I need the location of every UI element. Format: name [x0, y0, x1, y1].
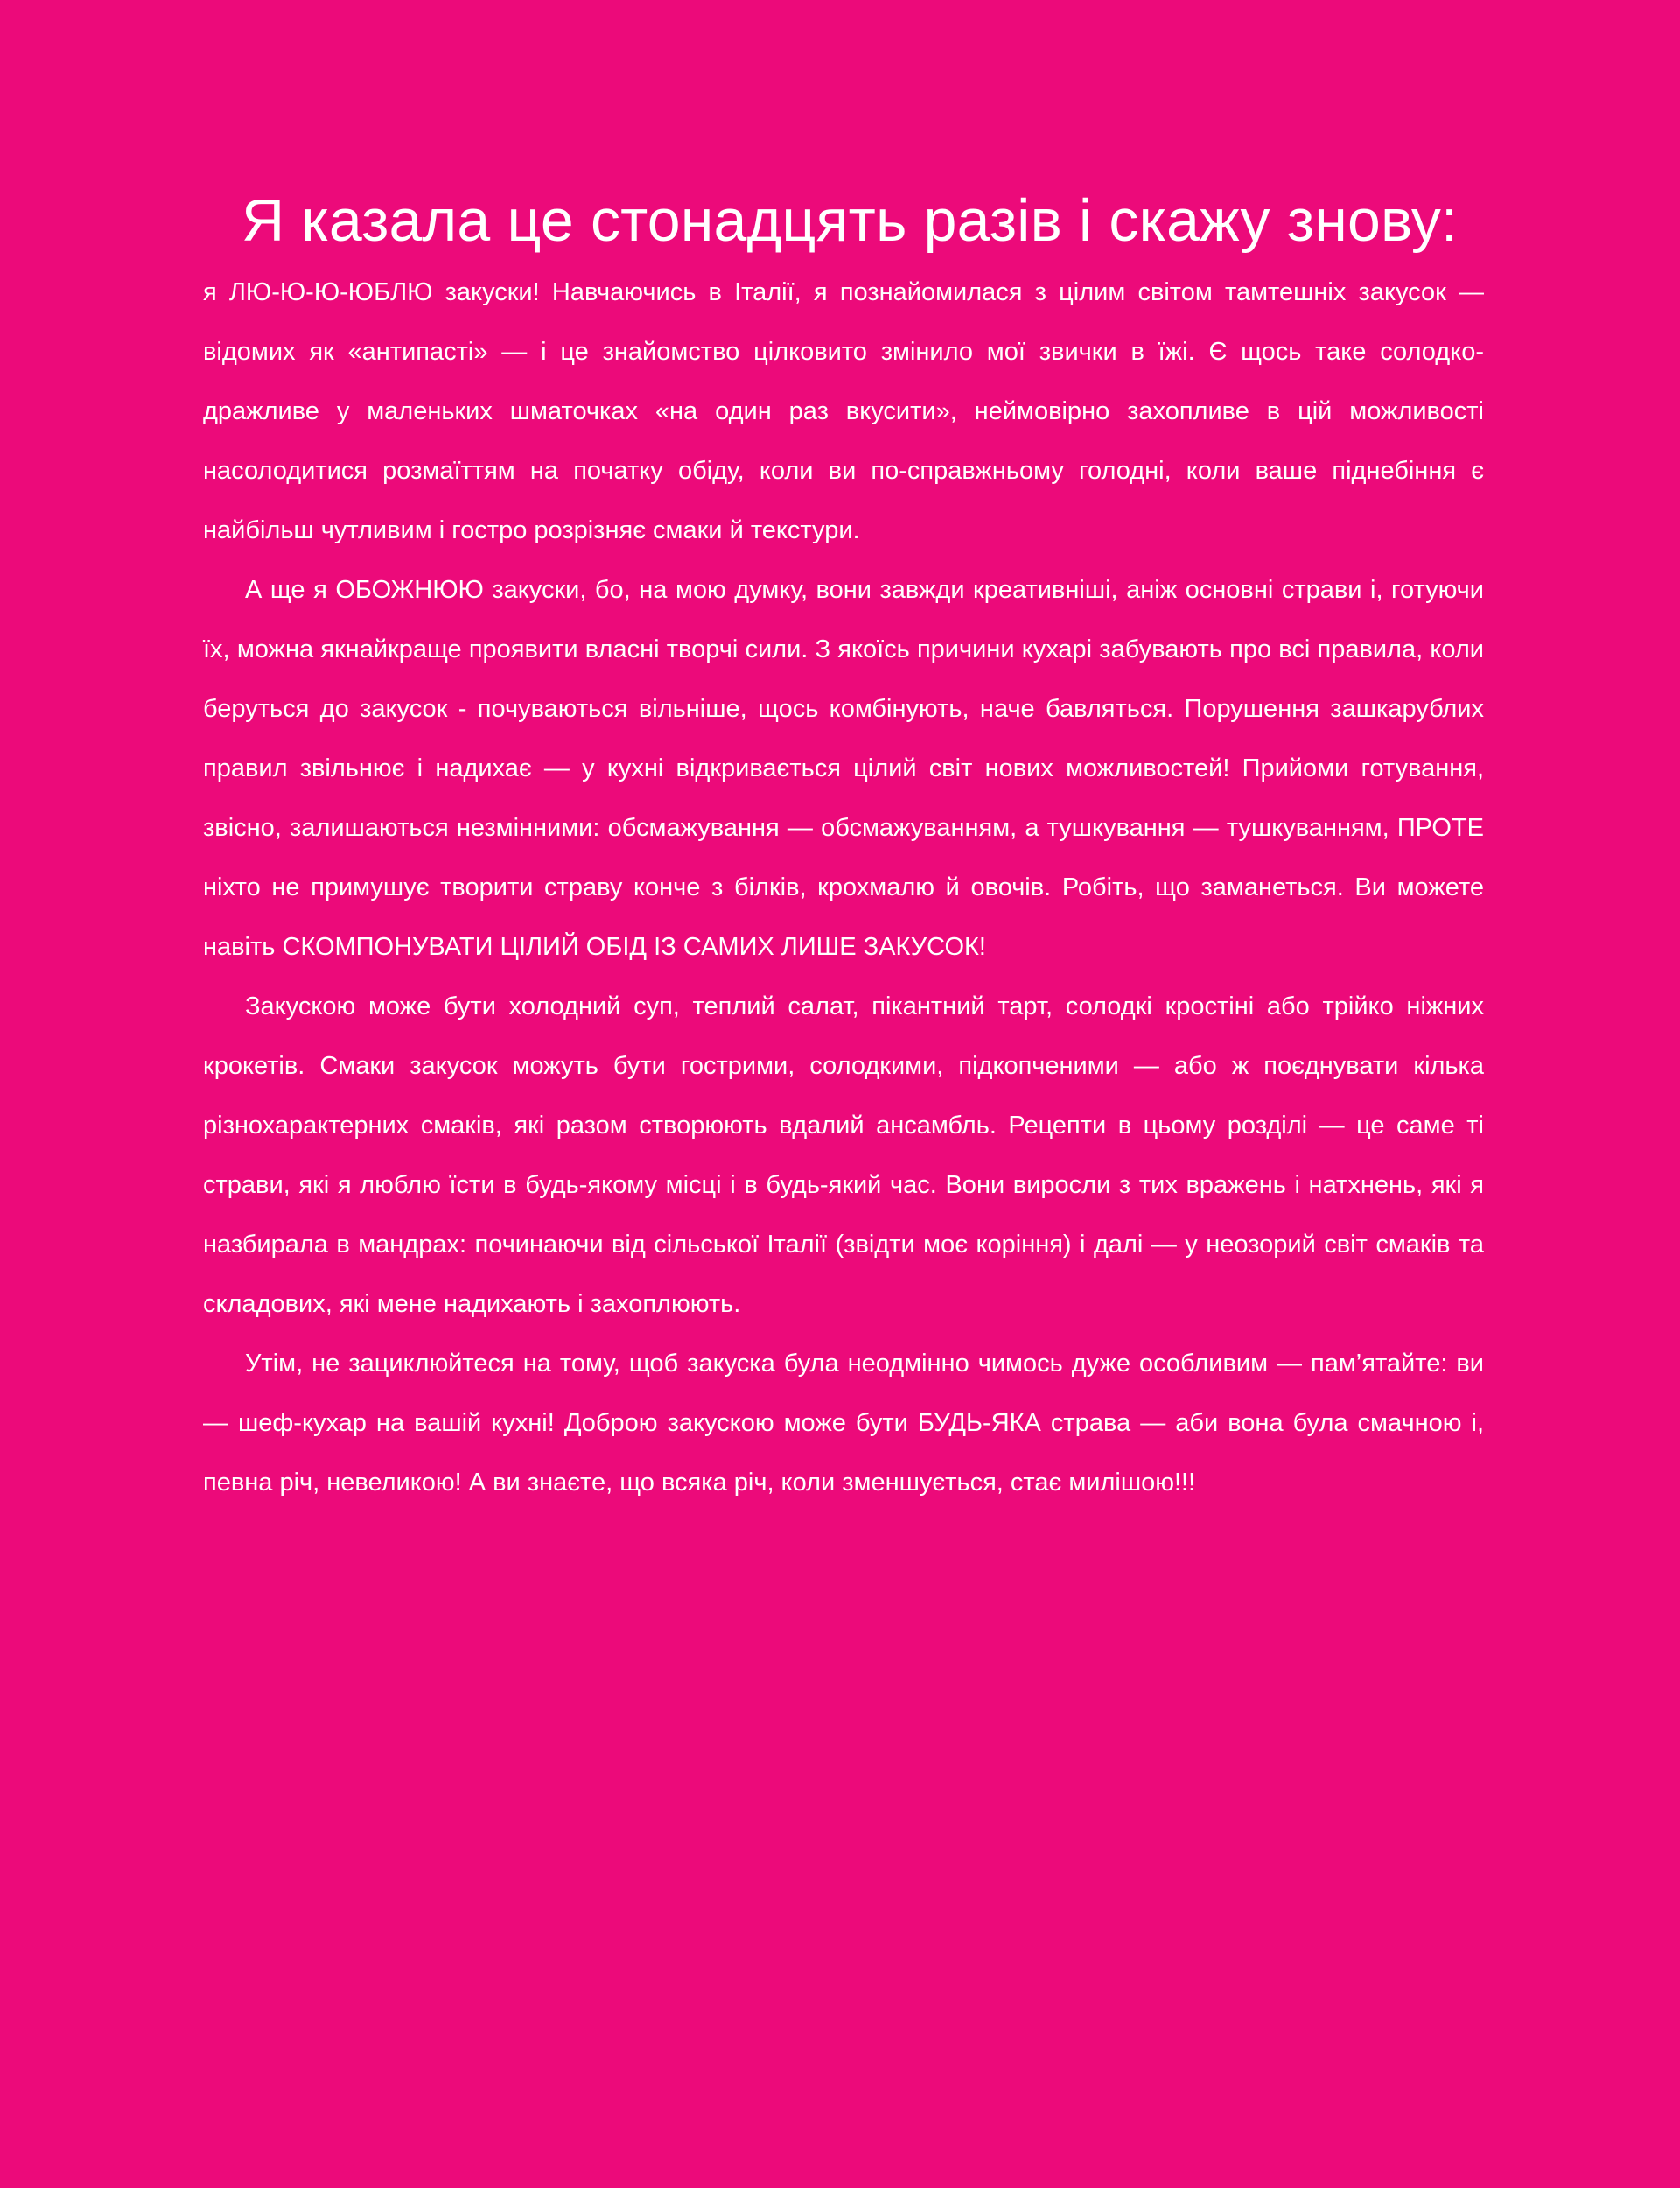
- paragraph-3: Закускою може бути холодний суп, теплий салат, пікантний тарт, солодкі кростіні або трійко ніжних крокетів. Смаки закусок можуть бути гострими, солодкими, підкопченими — або ж поєднувати кілька різнохарактерних смаків, які разом створюють вдалий ансамбль. Рецепти в цьому розділі — це саме ті страви, які я люблю їсти в будь-якому місці і в будь-який час. Вони виросли з тих вражень і натхнень, які я назбирала в мандрах: починаючи від сільської Італії (звідти моє коріння) і далі — у неозорий світ смаків та складових, які мене надихають і захоплюють.: [203, 992, 1484, 1318]
- paragraph-2: А ще я ОБОЖНЮЮ закуски, бо, на мою думку, вони завжди креативніші, аніж основні страви і, готуючи їх, можна якнайкраще проявити власні творчі сили. З якоїсь причини кухарі забувають про всі правила, коли беруться до закусок - почуваються вільніше, щось комбінують, наче бавляться. Порушення зашкарублих правил звільнює і надихає — у кухні відкривається цілий світ нових можливостей! Прийоми готування, звісно, залишаються незмінними: обсмажування — обсмажуванням, а тушкування — тушкуванням, ПРОТЕ ніхто не примушує творити страву конче з білків, крохмалю й овочів. Робіть, що заманеться. Ви можете навіть СКОМПОНУВАТИ ЦІЛИЙ ОБІД ІЗ САМИХ ЛИШЕ ЗАКУСОК!: [203, 576, 1484, 961]
- text-block: [203, 175, 1484, 1512]
- paragraph-1: я ЛЮ-Ю-Ю-ЮБЛЮ закуски! Навчаючись в Італії, я познайомилася з цілим світом тамтешніх закусок — відомих як «антипасті» — і це знайомство цілковито змінило мої звички в їжі. Є щось таке солодко-дражливе у маленьких шматочках «на один раз вкусити», неймовірно захопливе в цій можливості насолодитися розмаїттям на початку обіду, коли ви по-справжньому голодні, коли ваше піднебіння є найбільш чутливим і гостро розрізняє смаки й текстури.: [203, 278, 1484, 544]
- lead-line: Я казала це стонадцять разів і скажу знову:: [242, 187, 1459, 254]
- paragraph-4: Утім, не зациклюйтеся на тому, щоб закуска була неодмінно чимось дуже особливим — пам’ятайте: ви — шеф-кухар на вашій кухні! Доброю закускою може бути БУДЬ-ЯКА страва — аби вона була смачною і, певна річ, невеликою! А ви знаєте, що всяка річ, коли зменшується, стає милішою!!!: [203, 1350, 1484, 1497]
